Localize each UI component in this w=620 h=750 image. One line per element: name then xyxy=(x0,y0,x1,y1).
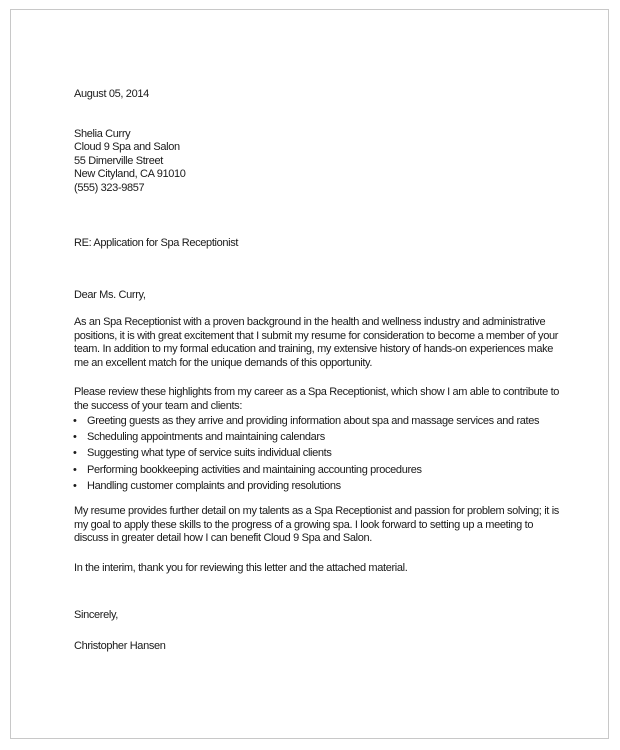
body-paragraph-intro: As an Spa Receptionist with a proven background in the health and wellness industry and administrative positions, it is with great excitement that I submit my resume for consideration to become a member of your team. In addition to my formal education and training, my extensive history of hands-on experiences make me an excellent match for the unique demands of this opportunity. xyxy=(74,316,559,369)
list-item-text: Handling customer complaints and providing resolutions xyxy=(87,479,341,492)
letter-date: August 05, 2014 xyxy=(74,88,149,100)
list-item xyxy=(74,478,564,494)
bullet-icon: • xyxy=(73,479,77,492)
bullet-icon: • xyxy=(73,463,77,476)
body-paragraph-thanks: In the interim, thank you for reviewing this letter and the attached material. xyxy=(74,561,408,574)
cover-letter xyxy=(74,88,564,653)
closing: Sincerely, xyxy=(74,609,118,622)
subject-line: RE: Application for Spa Receptionist xyxy=(74,237,239,249)
document-page xyxy=(10,9,609,739)
recipient-address-block xyxy=(74,128,564,196)
list-item-text: Greeting guests as they arrive and providing information about spa and massage services and rates xyxy=(87,415,540,427)
bullet-icon: • xyxy=(73,447,77,460)
bullet-icon: • xyxy=(73,431,77,444)
list-item-text: Suggesting what type of service suits individual clients xyxy=(87,447,332,460)
list-item xyxy=(74,462,564,478)
recipient-phone: (555) 323-9857 xyxy=(74,181,145,194)
list-item-text: Performing bookkeeping activities and maintaining accounting procedures xyxy=(87,463,422,476)
list-item xyxy=(74,413,564,429)
recipient-company: Cloud 9 Spa and Salon xyxy=(74,141,180,153)
recipient-name: Shelia Curry xyxy=(74,127,131,140)
recipient-city: New Cityland, CA 91010 xyxy=(74,168,186,180)
list-item xyxy=(74,429,564,445)
list-item-text: Scheduling appointments and maintaining calendars xyxy=(87,431,325,444)
list-item xyxy=(74,445,564,461)
highlights-list xyxy=(74,413,564,494)
salutation: Dear Ms. Curry, xyxy=(74,288,146,301)
recipient-street: 55 Dimerville Street xyxy=(74,154,163,167)
body-paragraph-resume: My resume provides further detail on my talents as a Spa Receptionist and passion for problem solving; it is my goal to apply these skills to the progress of a growing spa. I look forward to setting up a meeting to discuss in greater detail how I can benefit Cloud 9 Spa and Salon. xyxy=(74,505,559,545)
body-paragraph-highlights: Please review these highlights from my career as a Spa Receptionist, which show I am able to contribute to the success of your team and clients: xyxy=(74,386,560,412)
signature-name: Christopher Hansen xyxy=(74,639,166,652)
bullet-icon: • xyxy=(73,415,77,427)
